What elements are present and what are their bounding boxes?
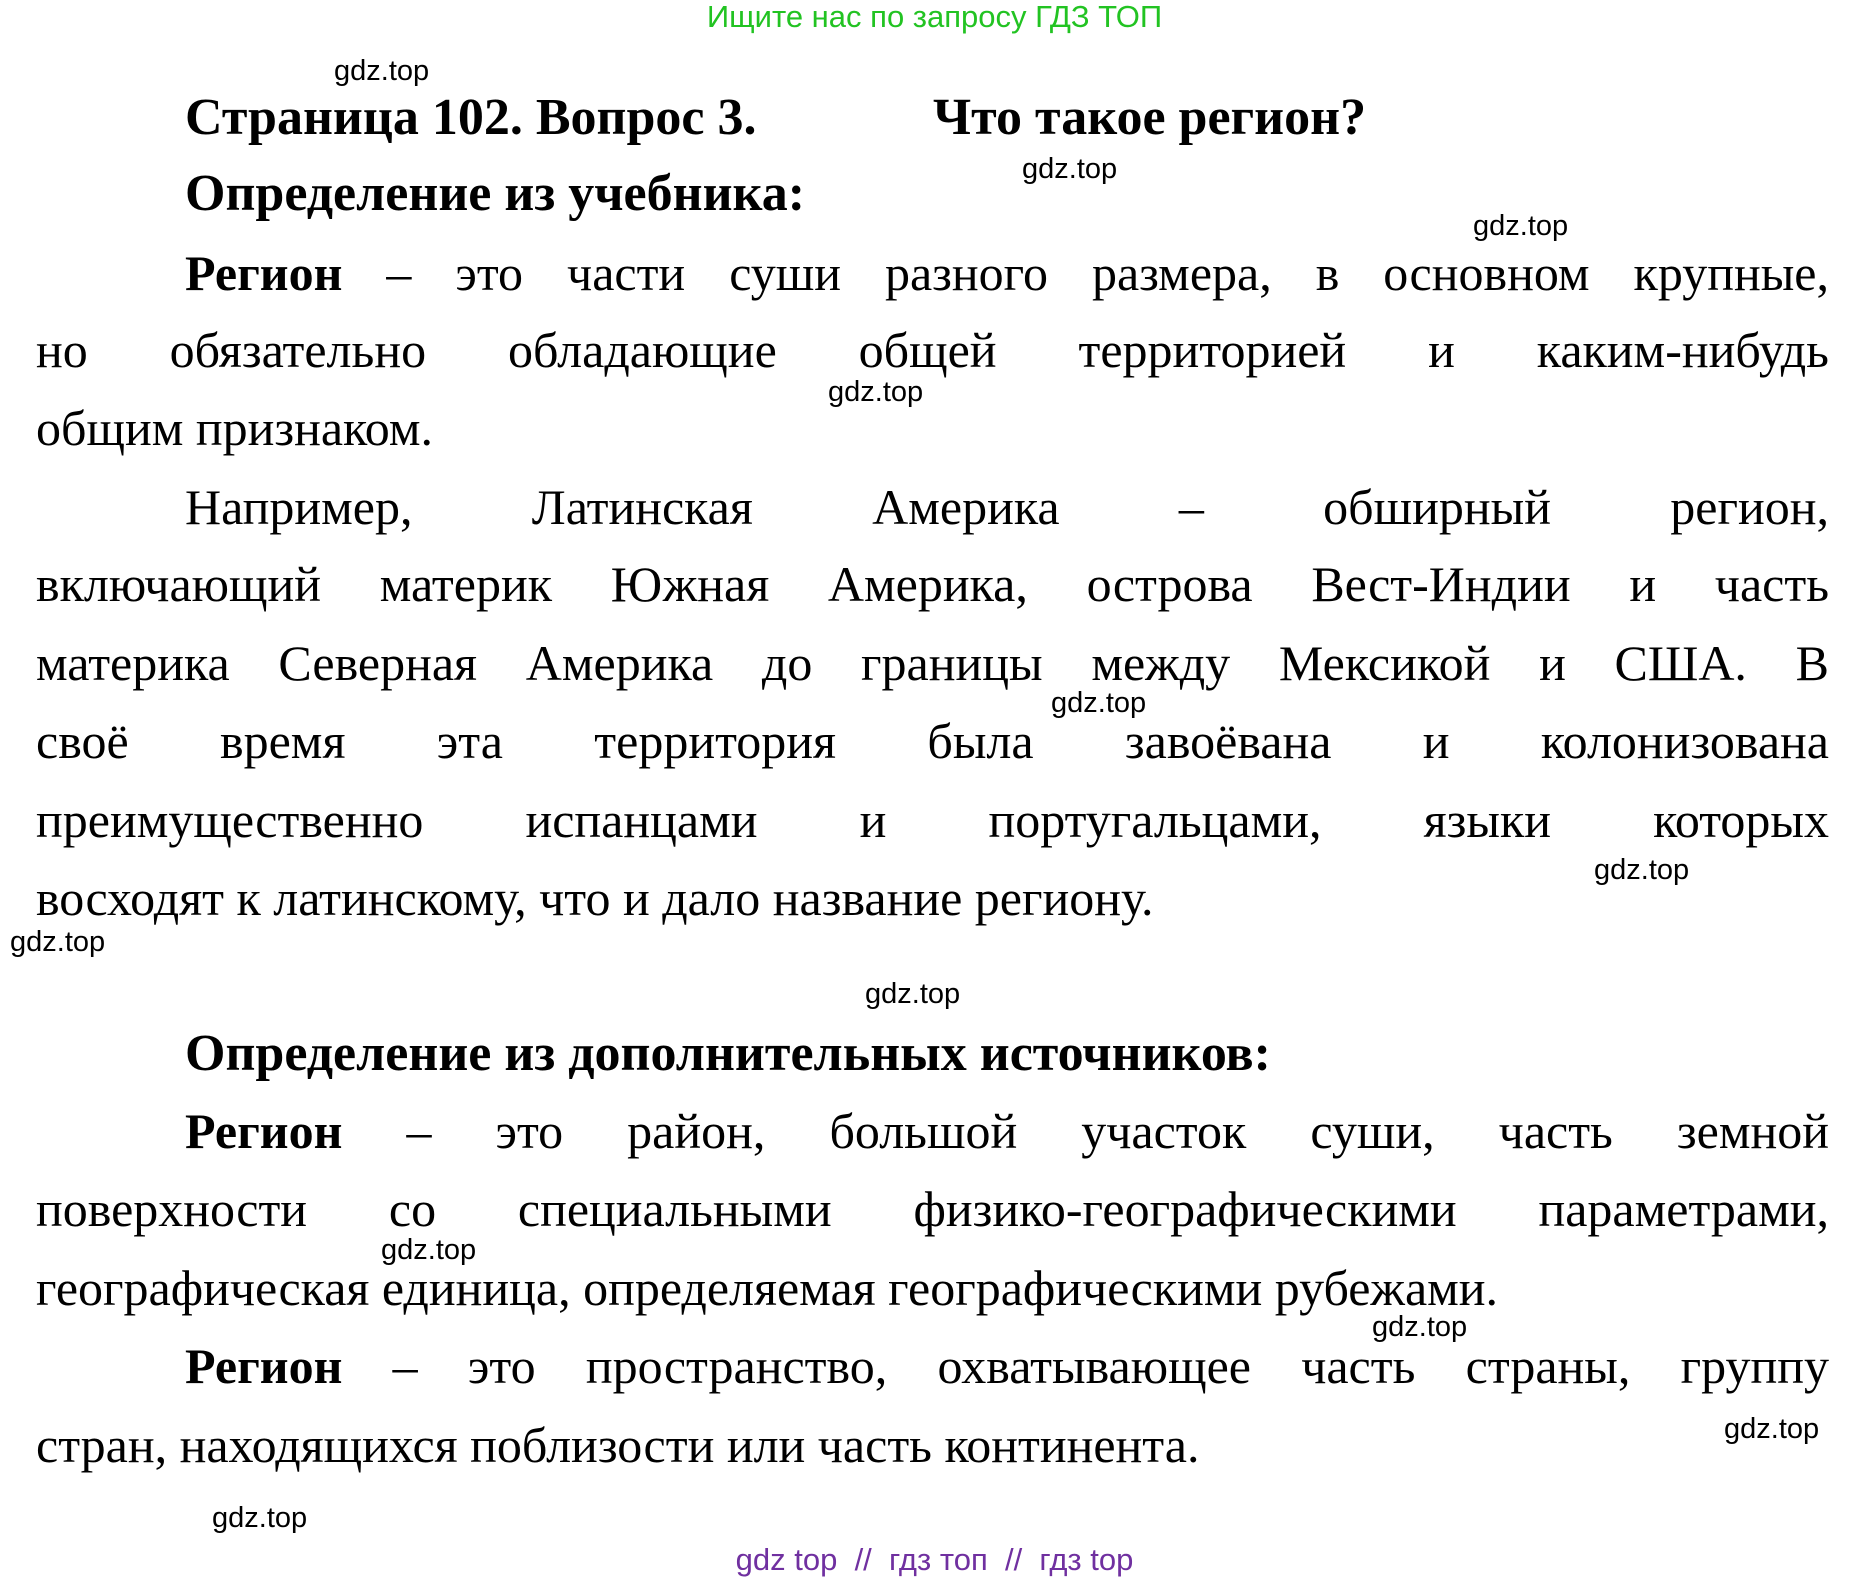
text-line: но обязательно обладающие общей территорией и каким-нибудь bbox=[36, 322, 1829, 378]
text-line: Регион – это пространство, охватывающее часть страны, группу bbox=[185, 1338, 1829, 1394]
term: Регион bbox=[185, 1338, 343, 1394]
text-line: Например, Латинская Америка – обширный регион, bbox=[185, 479, 1829, 535]
page-title-question: Что такое регион? bbox=[933, 89, 1367, 146]
watermark: gdz.top bbox=[1022, 153, 1118, 185]
footer-links: gdz top // гдз топ // гдз top bbox=[735, 1542, 1134, 1577]
text-line: стран, находящихся поблизости или часть континента. bbox=[36, 1417, 1200, 1473]
text-line: Регион – это части суши разного размера, в основном крупные, bbox=[185, 245, 1829, 301]
heading-additional: Определение из дополнительных источников: bbox=[185, 1025, 1271, 1082]
term: Регион bbox=[185, 1103, 343, 1159]
watermark: gdz.top bbox=[828, 376, 924, 408]
watermark: gdz.top bbox=[865, 978, 961, 1010]
text-line: преимущественно испанцами и португальцами, языки которых bbox=[36, 792, 1829, 848]
watermark: gdz.top bbox=[1051, 687, 1147, 719]
text-line: восходят к латинскому, что и дало название региону. bbox=[36, 870, 1154, 926]
text-line: своё время эта территория была завоёвана и колонизована bbox=[36, 713, 1829, 769]
search-banner: Ищите нас по запросу ГДЗ ТОП bbox=[706, 0, 1163, 34]
watermark: gdz.top bbox=[1473, 210, 1569, 242]
text-line: включающий материк Южная Америка, острова Вест-Индии и часть bbox=[36, 556, 1829, 612]
text-line: общим признаком. bbox=[36, 400, 433, 456]
watermark: gdz.top bbox=[1724, 1413, 1820, 1445]
text-line: Регион – это район, большой участок суши, часть земной bbox=[185, 1103, 1829, 1159]
heading-textbook: Определение из учебника: bbox=[185, 165, 806, 222]
watermark: gdz.top bbox=[212, 1502, 308, 1534]
term: Регион bbox=[185, 245, 343, 301]
text-line: поверхности со специальными физико-географическими параметрами, bbox=[36, 1181, 1829, 1237]
watermark: gdz.top bbox=[1372, 1311, 1468, 1343]
watermark: gdz.top bbox=[334, 55, 430, 87]
watermark: gdz.top bbox=[381, 1234, 477, 1266]
page-title-left: Страница 102. Вопрос 3. bbox=[185, 89, 757, 146]
watermark: gdz.top bbox=[1594, 854, 1690, 886]
text-line: географическая единица, определяемая географическими рубежами. bbox=[36, 1260, 1499, 1316]
watermark: gdz.top bbox=[10, 926, 106, 958]
text-line: материка Северная Америка до границы между Мексикой и США. В bbox=[36, 635, 1829, 691]
